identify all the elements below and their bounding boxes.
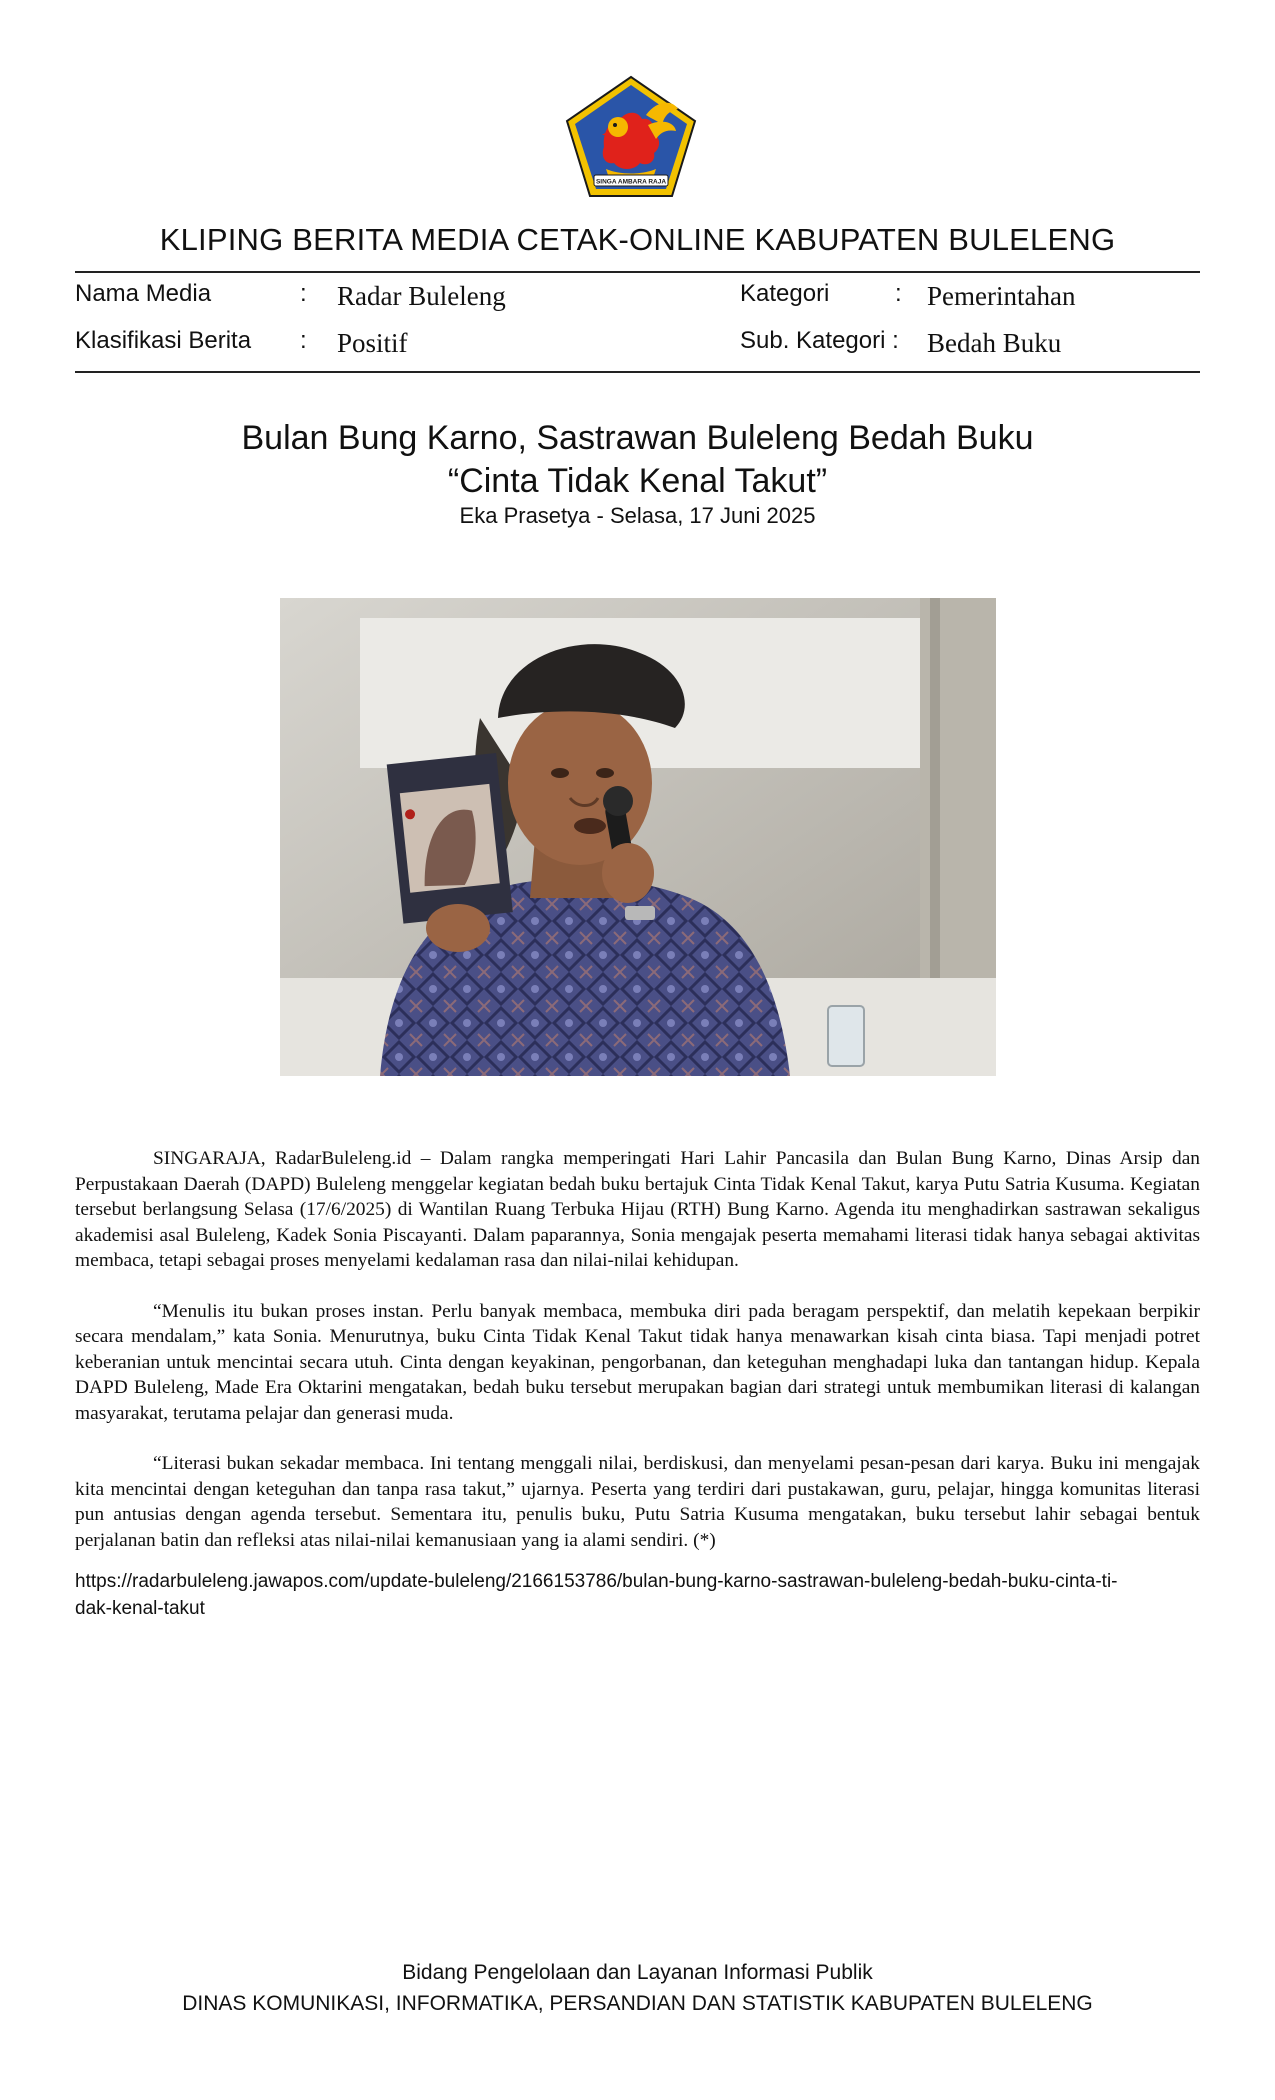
article-byline: Eka Prasetya - Selasa, 17 Juni 2025 <box>459 503 816 528</box>
article-photo <box>280 598 996 1076</box>
media-label: Nama Media <box>75 280 212 307</box>
media-value: Radar Buleleng <box>337 281 506 311</box>
article-paragraph-2: “Menulis itu bukan proses instan. Perlu banyak membaca, membuka diri pada beragam perspektif, dan melatih kepekaan berpikir secara mendalam,” kata Sonia. Menurutnya, buku Cinta Tidak Kenal Takut tidak hanya menawarkan kisah cinta biasa. Tapi menjadi potret keberanian untuk mencintai secara utuh. Cinta dengan keyakinan, pengorbanan, dan keteguhan menghadapi luka dan tantangan hidup. Kepala DAPD Buleleng, Made Era Oktarini mengatakan, bedah buku tersebut merupakan bagian dari strategi untuk membumikan literasi di kalangan masyarakat, terutama pelajar dan generasi muda. <box>75 1300 1200 1424</box>
media-colon: : <box>300 280 307 307</box>
article-title-line2: “Cinta Tidak Kenal Takut” <box>447 462 828 500</box>
source-url-line2[interactable]: dak-kenal-takut <box>75 1598 205 1619</box>
source-url[interactable] <box>75 1568 1200 1622</box>
subkategori-value: Bedah Buku <box>927 328 1062 358</box>
klasifikasi-colon: : <box>300 327 307 354</box>
article-title-line1: Bulan Bung Karno, Sastrawan Buleleng Bedah Buku <box>241 419 1034 457</box>
article-body <box>75 1146 1200 1578</box>
kategori-label: Kategori <box>740 280 830 307</box>
footer-dinas: DINAS KOMUNIKASI, INFORMATIKA, PERSANDIAN DAN STATISTIK KABUPATEN BULELENG <box>182 1992 1093 2015</box>
header-rule-top <box>75 271 1200 273</box>
source-url-line1[interactable]: https://radarbuleleng.jawapos.com/update-buleleng/2166153786/bulan-bung-karno-sastrawan-buleleng-bedah-buku-cinta-ti- <box>75 1571 1118 1592</box>
kategori-colon: : <box>895 280 902 307</box>
logo-motto: SINGA AMBARA RAJA <box>595 178 667 186</box>
buleleng-emblem-logo <box>564 75 698 199</box>
article-paragraph-1: SINGARAJA, RadarBuleleng.id – Dalam rangka memperingati Hari Lahir Pancasila dan Bulan Bung Karno, Dinas Arsip dan Perpustakaan Daerah (DAPD) Buleleng menggelar kegiatan bedah buku bertajuk Cinta Tidak Kenal Takut, karya Putu Satria Kusuma. Kegiatan tersebut berlangsung Selasa (17/6/2025) di Wantilan Ruang Terbuka Hijau (RTH) Bung Karno. Agenda itu menghadirkan sastrawan sekaligus akademisi asal Buleleng, Kadek Sonia Piscayanti. Dalam paparannya, Sonia mengajak peserta memahami literasi tidak hanya sebagai aktivitas membaca, tetapi sebagai proses menyelami kedalaman rasa dan nilai-nilai kehidupan. <box>75 1148 1200 1271</box>
article-paragraph-3: “Literasi bukan sekadar membaca. Ini tentang menggali nilai, berdiskusi, dan menyelami pesan-pesan dari karya. Buku ini mengajak kita mencintai dengan keteguhan dan tanpa rasa takut,” ujarnya. Peserta yang terdiri dari pustakawan, guru, pelajar, hingga komunitas literasi pun antusias dengan agenda tersebut. Sementara itu, penulis buku, Putu Satria Kusuma mengatakan, buku tersebut lahir sebagai bentuk perjalanan batin dan refleksi atas nilai-nilai kemanusiaan yang ia alami sendiri. (*) <box>75 1453 1200 1551</box>
klasifikasi-value: Positif <box>337 328 408 358</box>
footer-bidang: Bidang Pengelolaan dan Layanan Informasi Publik <box>402 1961 873 1984</box>
speaker-holding-book-photo <box>280 598 996 1076</box>
header-rule-bottom <box>75 371 1200 373</box>
subkategori-label: Sub. Kategori : <box>740 327 899 354</box>
buleleng-singa-ambara-raja-emblem-icon <box>564 75 698 199</box>
kliping-header-title: KLIPING BERITA MEDIA CETAK-ONLINE KABUPATEN BULELENG <box>159 222 1116 257</box>
klasifikasi-label: Klasifikasi Berita <box>75 327 252 354</box>
kategori-value: Pemerintahan <box>927 281 1076 311</box>
